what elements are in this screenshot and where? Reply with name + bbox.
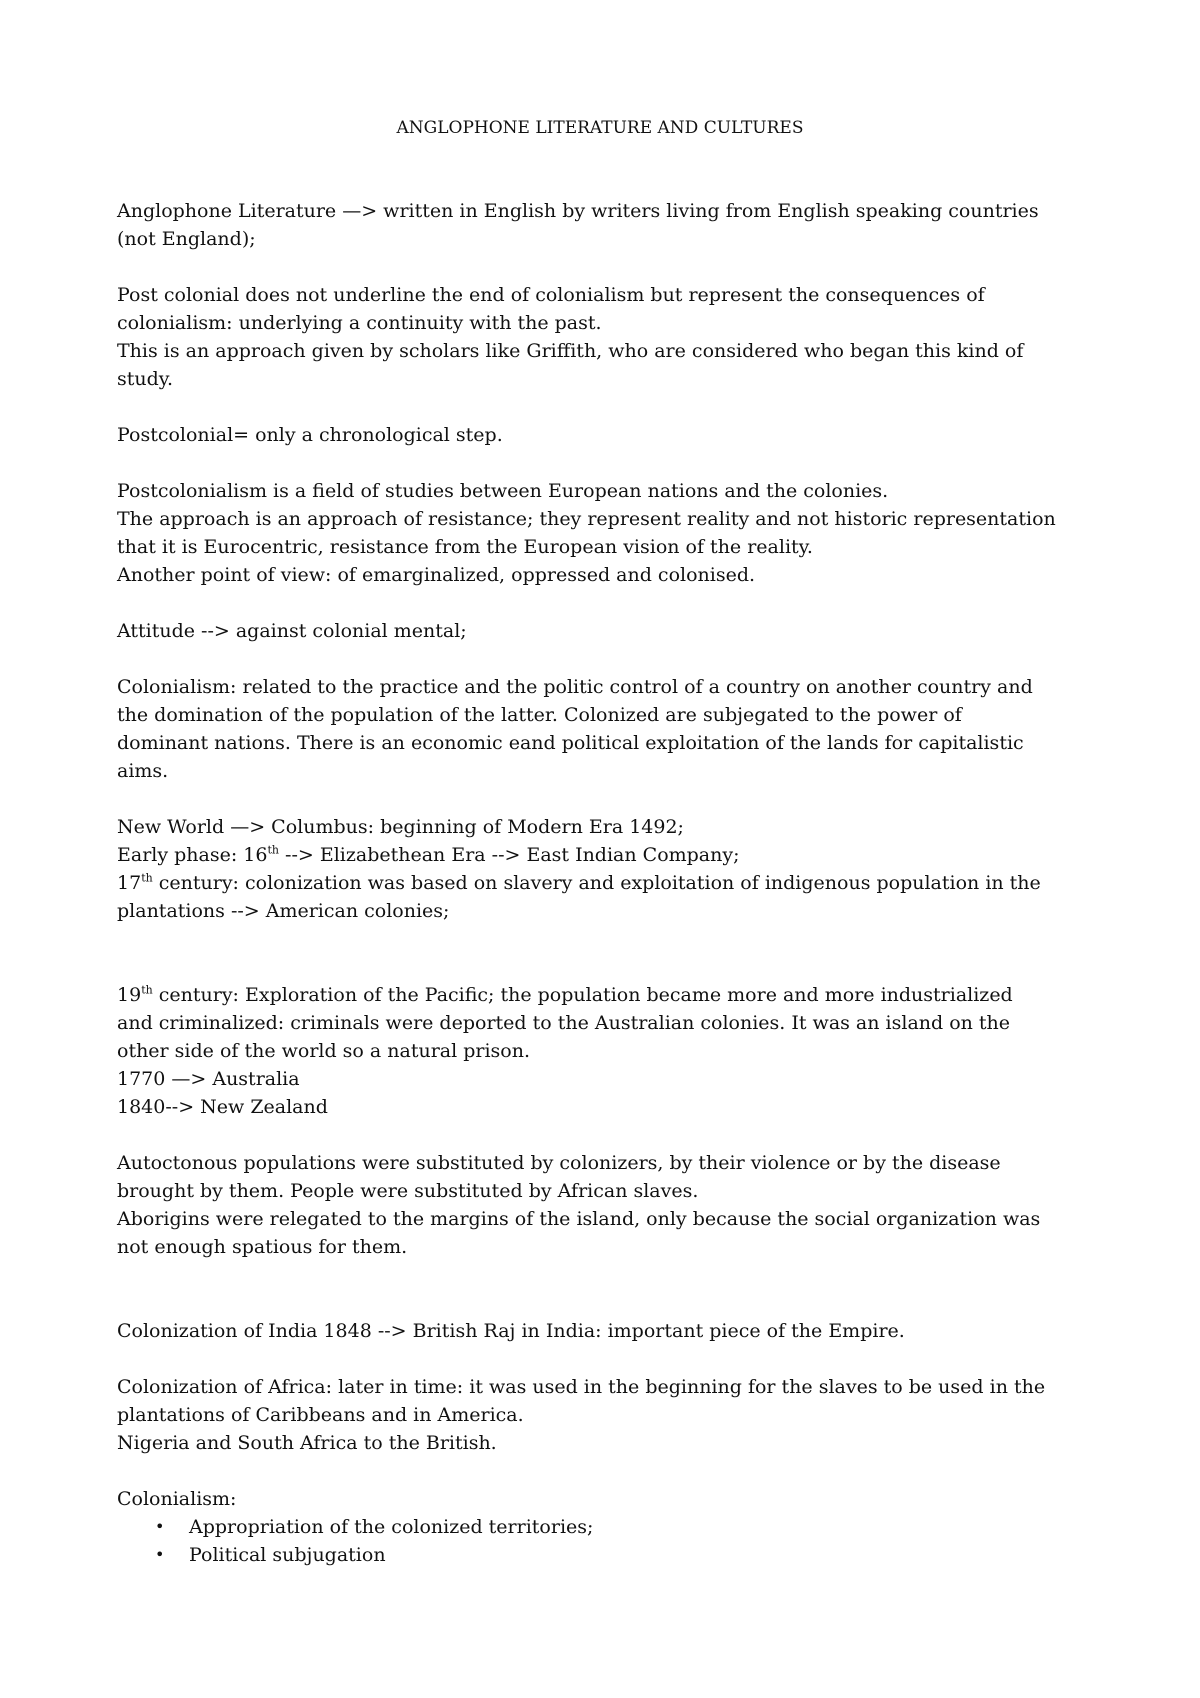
- document-body: [117, 197, 1107, 1569]
- paragraph-postcolonialism: [117, 477, 1107, 589]
- ordinal-suffix: th: [141, 983, 153, 997]
- text-line: This is an approach given by scholars like Griffith, who are considered who began this kind of: [117, 340, 1024, 362]
- bullet-list: [117, 1513, 1107, 1569]
- text-segment: century: colonization was based on slavery and exploitation of indigenous population in the: [152, 872, 1041, 894]
- text-line: dominant nations. There is an economic eand political exploitation of the lands for capitalistic: [117, 732, 1024, 754]
- text-segment: 19: [117, 984, 142, 1006]
- text-line: 1770 —> Australia: [117, 1068, 300, 1090]
- paragraph-colonialism-list-heading: [117, 1485, 1107, 1513]
- text-line: study.: [117, 368, 174, 390]
- text-line: (not England);: [117, 228, 256, 250]
- paragraph-africa: [117, 1373, 1107, 1457]
- paragraph-attitude: [117, 617, 1107, 645]
- text-line: Another point of view: of emarginalized, oppressed and colonised.: [117, 564, 756, 586]
- text-line: the domination of the population of the latter. Colonized are subjegated to the power of: [117, 704, 962, 726]
- list-item: [117, 1513, 1107, 1541]
- bullet-icon: •: [155, 1517, 165, 1536]
- text-line: 1840--> New Zealand: [117, 1096, 328, 1118]
- text-line: [117, 869, 1107, 897]
- text-line: Colonialism: related to the practice and the politic control of a country on another country and: [117, 676, 1033, 698]
- text-segment: --> Elizabethean Era --> East Indian Company;: [279, 844, 740, 866]
- text-line: plantations --> American colonies;: [117, 900, 450, 922]
- text-line: Attitude --> against colonial mental;: [117, 620, 467, 642]
- text-line: Colonialism:: [117, 1488, 237, 1510]
- text-line: other side of the world so a natural prison.: [117, 1040, 531, 1062]
- document-title: ANGLOPHONE LITERATURE AND CULTURES: [396, 118, 804, 138]
- text-segment: 17: [117, 872, 142, 894]
- bullet-icon: •: [155, 1545, 165, 1564]
- text-line: Postcolonial= only a chronological step.: [117, 424, 503, 446]
- ordinal-suffix: th: [267, 843, 279, 857]
- text-line: brought by them. People were substituted by African slaves.: [117, 1180, 699, 1202]
- text-segment: century: Exploration of the Pacific; the population became more and more industrialized: [152, 984, 1013, 1006]
- paragraph-colonialism-definition: [117, 673, 1107, 785]
- text-line: Nigeria and South Africa to the British.: [117, 1432, 497, 1454]
- ordinal-suffix: th: [141, 871, 153, 885]
- paragraph-india: [117, 1317, 1107, 1345]
- list-item-text: Appropriation of the colonized territories;: [189, 1516, 594, 1538]
- spacer: [117, 1289, 1107, 1317]
- text-line: Anglophone Literature —> written in English by writers living from English speaking countries: [117, 200, 1039, 222]
- paragraph-anglophone-literature: [117, 197, 1107, 253]
- text-line: aims.: [117, 760, 169, 782]
- text-line: Aborigins were relegated to the margins of the island, only because the social organization was: [117, 1208, 1041, 1230]
- list-item-text: Political subjugation: [189, 1544, 386, 1566]
- text-segment: Early phase: 16: [117, 844, 268, 866]
- text-line: that it is Eurocentric, resistance from the European vision of the reality.: [117, 536, 813, 558]
- text-line: Postcolonialism is a field of studies between European nations and the colonies.: [117, 480, 889, 502]
- text-line: colonialism: underlying a continuity with the past.: [117, 312, 602, 334]
- text-line: New World —> Columbus: beginning of Modern Era 1492;: [117, 816, 684, 838]
- paragraph-nineteenth-century: [117, 981, 1107, 1121]
- paragraph-post-colonial: [117, 281, 1107, 393]
- text-line: Colonization of Africa: later in time: it was used in the beginning for the slaves to be used in the: [117, 1376, 1046, 1398]
- text-line: The approach is an approach of resistance; they represent reality and not historic representation: [117, 508, 1056, 530]
- paragraph-postcolonial-definition: [117, 421, 1107, 449]
- text-line: Post colonial does not underline the end of colonialism but represent the consequences of: [117, 284, 985, 306]
- text-line: Autoctonous populations were substituted by colonizers, by their violence or by the disease: [117, 1152, 1001, 1174]
- text-line: and criminalized: criminals were deported to the Australian colonies. It was an island on the: [117, 1012, 1011, 1034]
- text-line: not enough spatious for them.: [117, 1236, 408, 1258]
- text-line: [117, 841, 1107, 869]
- list-item: [117, 1541, 1107, 1569]
- text-line: Colonization of India 1848 --> British Raj in India: important piece of the Empire.: [117, 1320, 905, 1342]
- paragraph-timeline-early: [117, 813, 1107, 925]
- text-line: plantations of Caribbeans and in America.: [117, 1404, 524, 1426]
- paragraph-autoctonous: [117, 1149, 1107, 1261]
- text-line: [117, 981, 1107, 1009]
